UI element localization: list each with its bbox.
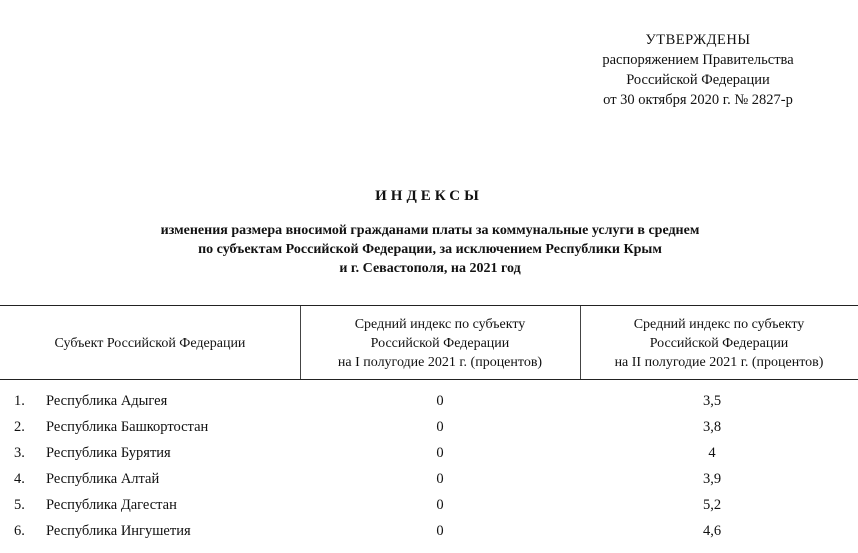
subtitle-line-2: по субъектам Российской Федерации, за исключением Республики Крым <box>198 242 662 257</box>
header-second-half <box>580 312 858 374</box>
row-number: 6. <box>14 523 25 539</box>
row-number: 5. <box>14 497 25 513</box>
approval-line-2: Российской Федерации <box>626 72 770 88</box>
document-title: ИНДЕКСЫ <box>375 188 483 204</box>
row-first-half-index: 0 <box>436 497 444 513</box>
row-subject: Республика Алтай <box>46 471 160 487</box>
row-number: 3. <box>14 445 25 461</box>
row-first-half-index: 0 <box>436 523 444 539</box>
header-second-half-line-3: на II полугодие 2021 г. (процентов) <box>614 354 824 370</box>
row-second-half-index: 4,6 <box>702 523 722 539</box>
row-second-half-index: 4 <box>708 445 716 461</box>
row-number: 1. <box>14 393 25 409</box>
row-number: 4. <box>14 471 25 487</box>
row-subject: Республика Дагестан <box>46 497 177 513</box>
header-subject <box>0 312 300 374</box>
header-second-half-line-2: Российской Федерации <box>649 335 789 351</box>
table-top-rule <box>0 305 858 306</box>
row-second-half-index: 3,8 <box>702 419 722 435</box>
row-subject: Республика Бурятия <box>46 445 171 461</box>
row-subject: Республика Ингушетия <box>46 523 191 539</box>
approval-block <box>568 30 828 110</box>
subtitle-line-1: изменения размера вносимой гражданами платы за коммунальные услуги в среднем <box>160 223 700 238</box>
row-number: 2. <box>14 419 25 435</box>
table-row <box>0 492 858 518</box>
table-row <box>0 440 858 466</box>
table-row <box>0 518 858 544</box>
approval-line-3: от 30 октября 2020 г. № 2827-р <box>603 92 793 108</box>
row-second-half-index: 3,5 <box>702 393 722 409</box>
header-first-half-line-1: Средний индекс по субъекту <box>354 316 526 332</box>
header-second-half-line-1: Средний индекс по субъекту <box>633 316 805 332</box>
document-subtitle <box>60 221 800 278</box>
row-subject: Республика Адыгея <box>46 393 168 409</box>
header-first-half-line-2: Российской Федерации <box>370 335 510 351</box>
table-header-rule <box>0 379 858 380</box>
row-second-half-index: 5,2 <box>702 497 722 513</box>
table-body <box>0 388 858 544</box>
row-first-half-index: 0 <box>436 419 444 435</box>
row-subject: Республика Башкортостан <box>46 419 209 435</box>
row-first-half-index: 0 <box>436 445 444 461</box>
row-first-half-index: 0 <box>436 393 444 409</box>
header-first-half <box>300 312 580 374</box>
table-row <box>0 466 858 492</box>
approval-title: УТВЕРЖДЕНЫ <box>645 32 751 48</box>
header-first-half-line-3: на I полугодие 2021 г. (процентов) <box>337 354 543 370</box>
header-subject-label: Субъект Российской Федерации <box>54 335 246 351</box>
subtitle-line-3: и г. Севастополя, на 2021 год <box>339 261 521 276</box>
row-second-half-index: 3,9 <box>702 471 722 487</box>
row-first-half-index: 0 <box>436 471 444 487</box>
table-row <box>0 414 858 440</box>
approval-line-1: распоряжением Правительства <box>602 52 794 68</box>
table-row <box>0 388 858 414</box>
